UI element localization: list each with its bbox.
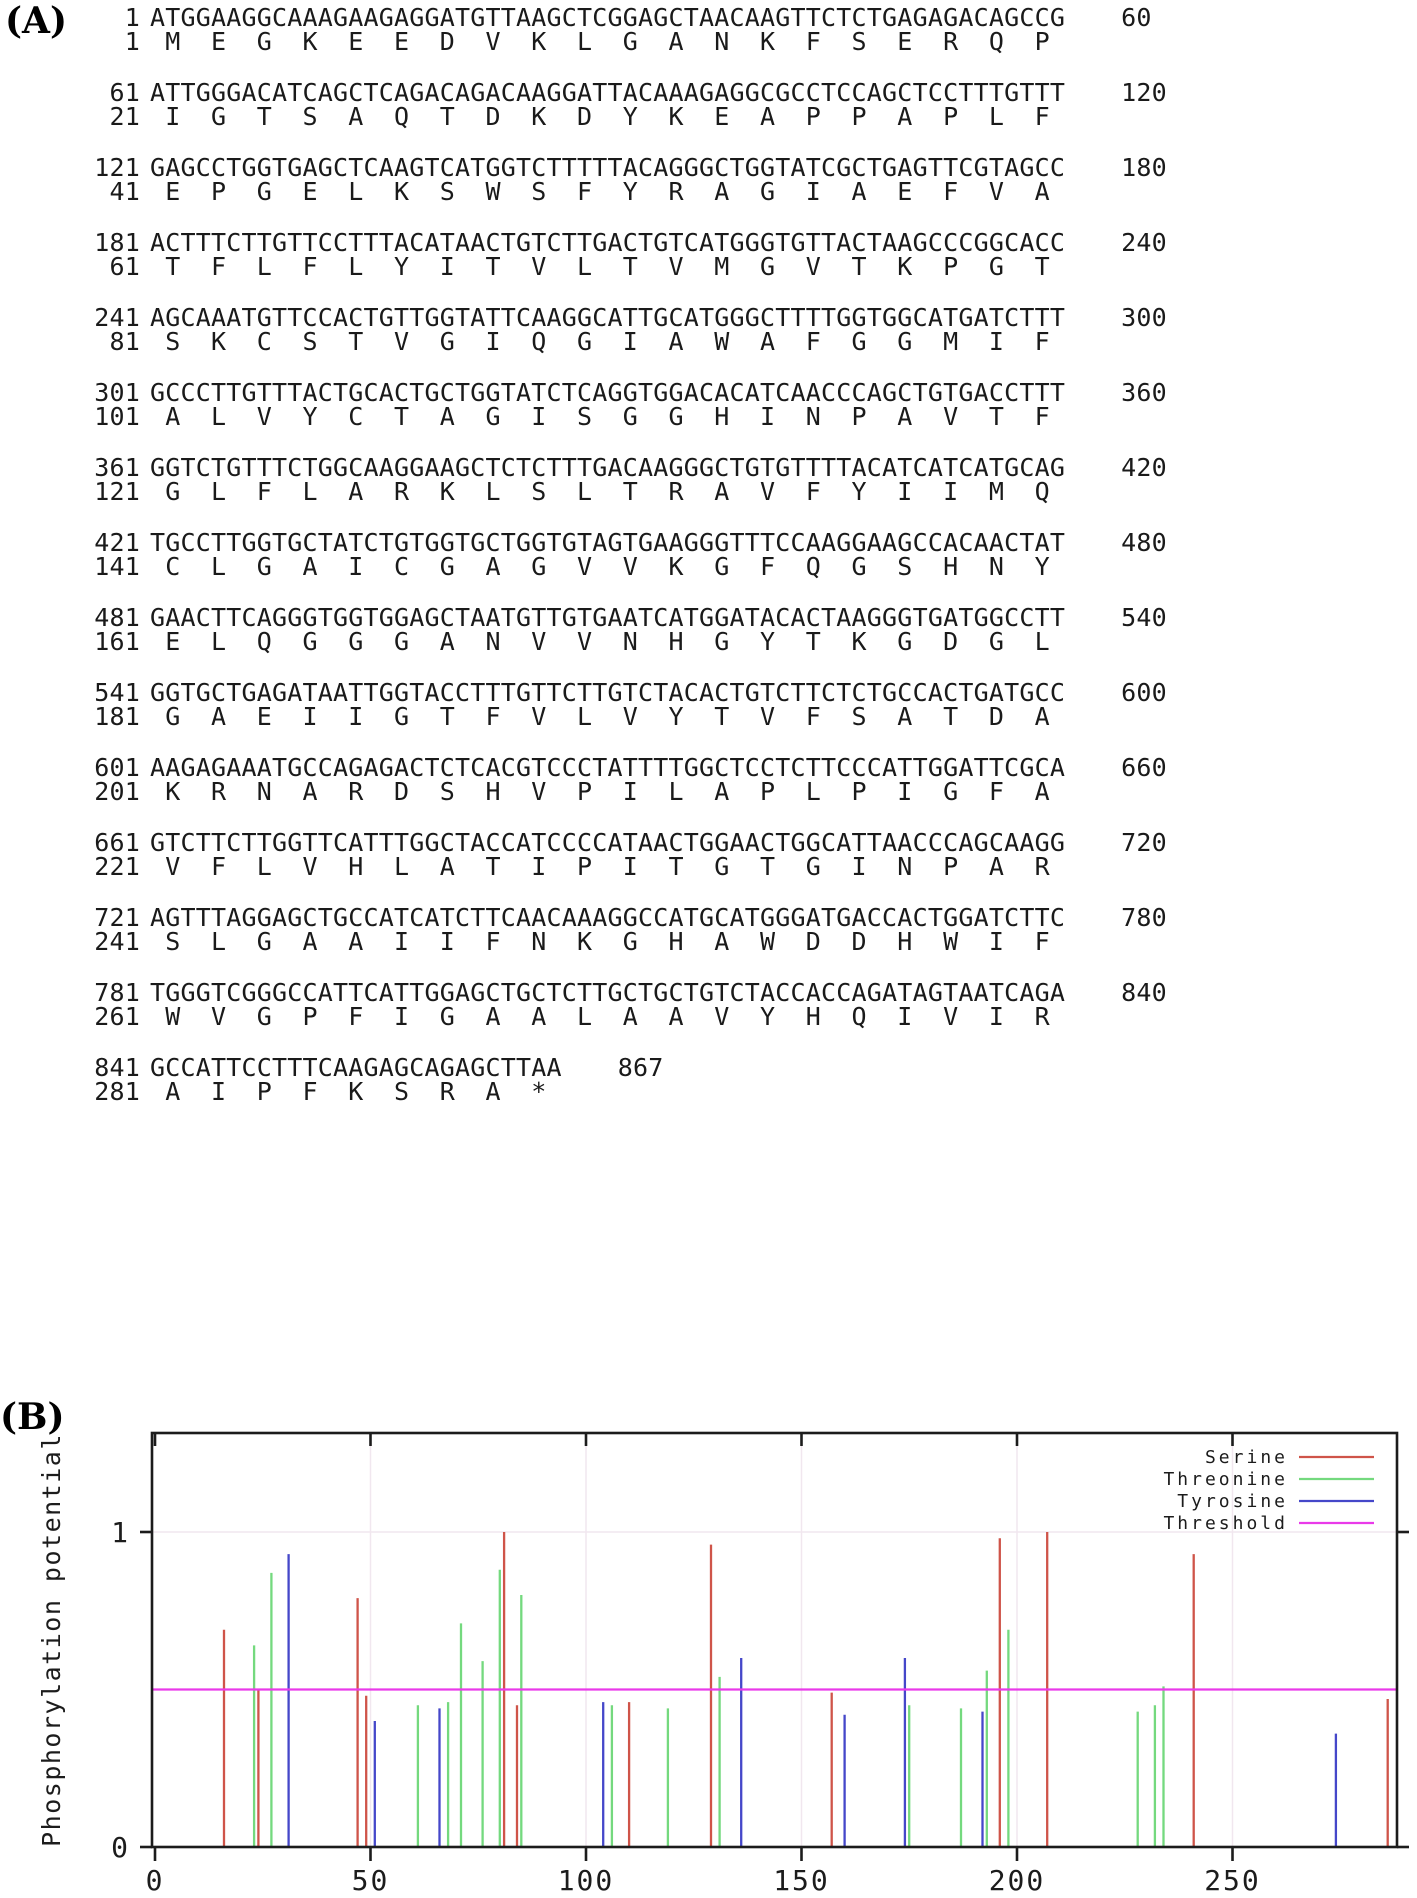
y-tick-label: 0 [111, 1831, 128, 1864]
protein-line [0, 252, 1417, 281]
amino-acid-sequence: I G T S A Q T D K D Y K E A P P A P L F [150, 102, 1066, 131]
aa-start-number: 241 [94, 927, 140, 956]
sequence-block [0, 528, 1417, 581]
protein-line [0, 27, 1417, 56]
sequence-block [0, 153, 1417, 206]
nt-start-number: 541 [94, 678, 140, 707]
nt-start-number: 361 [94, 453, 140, 482]
nucleotide-sequence: GAACTTCAGGGTGGTGGAGCTAATGTTGTGAATCATGGATACACTAAGGGTGATGGCCTT [150, 603, 1066, 632]
aa-start-number: 121 [94, 477, 140, 506]
amino-acid-sequence: V F L V H L A T I P I T G T G I N P A R [150, 852, 1066, 881]
x-tick-label: 100 [557, 1864, 615, 1897]
nucleotide-sequence: AGCAAATGTTCCACTGTTGGTATTCAAGGCATTGCATGGGCTTTTGGTGGCATGATCTTT [150, 303, 1066, 332]
protein-line [0, 327, 1417, 356]
nucleotide-sequence: GGTCTGTTTCTGGCAAGGAAGCTCTCTTTGACAAGGGCTGTGTTTTACATCATCATGCAG [150, 453, 1066, 482]
nt-end-number: 420 [1121, 453, 1167, 482]
sequence-block [0, 903, 1417, 956]
sequence-block [0, 378, 1417, 431]
panel-b-label: (B) [0, 1396, 65, 1438]
nt-end-number: 180 [1121, 153, 1167, 182]
sequence-block [0, 753, 1417, 806]
sequence-block [0, 828, 1417, 881]
phosphorylation-svg [0, 1395, 1417, 1898]
protein-line [0, 627, 1417, 656]
amino-acid-sequence: K R N A R D S H V P I L A P L P I G F A [150, 777, 1066, 806]
nt-end-number: 540 [1121, 603, 1167, 632]
amino-acid-sequence: S K C S T V G I Q G I A W A F G G M I F [150, 327, 1066, 356]
amino-acid-sequence: A L V Y C T A G I S G G H I N P A V T F [150, 402, 1066, 431]
nt-end-number: 240 [1121, 228, 1167, 257]
nt-end-number: 600 [1121, 678, 1167, 707]
legend-label-threshold: Threshold [1163, 1513, 1288, 1534]
protein-line [0, 402, 1417, 431]
nucleotide-sequence: GCCCTTGTTTACTGCACTGCTGGTATCTCAGGTGGACACATCAACCCAGCTGTGACCTTT [150, 378, 1066, 407]
nt-end-number: 360 [1121, 378, 1167, 407]
nt-start-number: 481 [94, 603, 140, 632]
sequence-block [0, 603, 1417, 656]
aa-start-number: 101 [94, 402, 140, 431]
sequence-block [0, 1053, 1417, 1106]
amino-acid-sequence: W V G P F I G A A L A A V Y H Q I V I R [150, 1002, 1066, 1031]
protein-line [0, 852, 1417, 881]
nt-end-number: 120 [1121, 78, 1167, 107]
nucleotide-sequence: GAGCCTGGTGAGCTCAAGTCATGGTCTTTTTACAGGGCTGGTATCGCTGAGTTCGTAGCC [150, 153, 1066, 182]
x-tick-label: 200 [988, 1864, 1046, 1897]
aa-start-number: 281 [94, 1077, 140, 1106]
nt-end-number: 300 [1121, 303, 1167, 332]
amino-acid-sequence: C L G A I C G A G V V K G F Q G S H N Y [150, 552, 1066, 581]
amino-acid-sequence: E L Q G G G A N V V N H G Y T K G D G L [150, 627, 1066, 656]
y-axis-label: Phosphorylation potential [37, 1433, 66, 1847]
nt-start-number: 61 [109, 78, 140, 107]
nucleotide-sequence: GCCATTCCTTTCAAGAGCAGAGCTTAA [150, 1053, 562, 1082]
amino-acid-sequence: E P G E L K S W S F Y R A G I A E F V A [150, 177, 1066, 206]
x-tick-label: 50 [351, 1864, 390, 1897]
legend-label-serine: Serine [1204, 1447, 1288, 1468]
protein-line [0, 1077, 1417, 1106]
aa-start-number: 21 [109, 102, 140, 131]
amino-acid-sequence: G A E I I G T F V L V Y T V F S A T D A [150, 702, 1066, 731]
sequence-block [0, 78, 1417, 131]
sequence-block [0, 678, 1417, 731]
protein-line [0, 702, 1417, 731]
protein-line [0, 777, 1417, 806]
sequence-block [0, 303, 1417, 356]
phosphorylation-chart [0, 1395, 1417, 1898]
aa-start-number: 161 [94, 627, 140, 656]
amino-acid-sequence: G L F L A R K L S L T R A V F Y I I M Q [150, 477, 1066, 506]
panel-a-label: (A) [5, 0, 67, 42]
nt-end-number: 480 [1121, 528, 1167, 557]
aa-start-number: 201 [94, 777, 140, 806]
nt-start-number: 121 [94, 153, 140, 182]
aa-start-number: 1 [124, 27, 140, 56]
panel-b-phosphorylation-plot [0, 1395, 1417, 1898]
nt-start-number: 841 [94, 1053, 140, 1082]
nucleotide-sequence: AAGAGAAATGCCAGAGACTCTCACGTCCCTATTTTGGCTCCTCTTCCCATTGGATTCGCA [150, 753, 1066, 782]
amino-acid-sequence: T F L F L Y I T V L T V M G V T K P G T [150, 252, 1066, 281]
tyrosine-spikes [289, 1554, 1336, 1847]
sequence-block [0, 228, 1417, 281]
protein-line [0, 1002, 1417, 1031]
y-tick-label: 1 [111, 1516, 128, 1549]
sequence-block [0, 3, 1417, 56]
nt-end-number: 720 [1121, 828, 1167, 857]
aa-start-number: 221 [94, 852, 140, 881]
nucleotide-sequence: TGCCTTGGTGCTATCTGTGGTGCTGGTGTAGTGAAGGGTTTCCAAGGAAGCCACAACTAT [150, 528, 1066, 557]
protein-line [0, 552, 1417, 581]
protein-line [0, 102, 1417, 131]
nt-end-number: 867 [617, 1053, 664, 1082]
aa-start-number: 41 [109, 177, 140, 206]
aa-start-number: 181 [94, 702, 140, 731]
nt-start-number: 241 [94, 303, 140, 332]
nt-start-number: 781 [94, 978, 140, 1007]
nucleotide-sequence: GTCTTCTTGGTTCATTTGGCTACCATCCCCATAACTGGAACTGGCATTAACCCAGCAAGG [150, 828, 1066, 857]
panel-a-sequence-alignment [0, 3, 1417, 1131]
legend-label-threonine: Threonine [1163, 1469, 1288, 1490]
aa-start-number: 61 [109, 252, 140, 281]
nt-end-number: 780 [1121, 903, 1167, 932]
nucleotide-sequence: AGTTTAGGAGCTGCCATCATCTTCAACAAAGGCCATGCATGGGATGACCACTGGATCTTC [150, 903, 1066, 932]
nt-start-number: 181 [94, 228, 140, 257]
aa-start-number: 141 [94, 552, 140, 581]
nt-start-number: 301 [94, 378, 140, 407]
chart-legend [1163, 1447, 1374, 1534]
nt-end-number: 840 [1121, 978, 1167, 1007]
amino-acid-sequence: A I P F K S R A * [150, 1077, 562, 1106]
sequence-block [0, 978, 1417, 1031]
nt-start-number: 721 [94, 903, 140, 932]
amino-acid-sequence: M E G K E E D V K L G A N K F S E R Q P [150, 27, 1066, 56]
nt-end-number: 60 [1121, 3, 1152, 32]
nucleotide-sequence: ATGGAAGGCAAAGAAGAGGATGTTAAGCTCGGAGCTAACAAGTTCTCTGAGAGACAGCCG [150, 3, 1066, 32]
legend-label-tyrosine: Tyrosine [1177, 1491, 1288, 1512]
aa-start-number: 261 [94, 1002, 140, 1031]
x-tick-label: 0 [145, 1864, 165, 1897]
sequence-block [0, 453, 1417, 506]
nt-end-number: 660 [1121, 753, 1167, 782]
x-tick-label: 150 [773, 1864, 830, 1897]
x-axis-ticks [146, 1433, 1261, 1897]
nucleotide-sequence: TGGGTCGGGCCATTCATTGGAGCTGCTCTTGCTGCTGTCTACCACCAGATAGTAATCAGA [150, 978, 1066, 1007]
nt-start-number: 1 [124, 3, 140, 32]
protein-line [0, 477, 1417, 506]
nucleotide-sequence: GGTGCTGAGATAATTGGTACCTTTGTTCTTGTCTACACTGTCTTCTCTGCCACTGATGCC [150, 678, 1066, 707]
nt-start-number: 421 [94, 528, 140, 557]
threonine-spikes [254, 1570, 1163, 1847]
protein-line [0, 177, 1417, 206]
nt-start-number: 661 [94, 828, 140, 857]
protein-line [0, 927, 1417, 956]
amino-acid-sequence: S L G A A I I F N K G H A W D D H W I F [150, 927, 1066, 956]
nt-start-number: 601 [94, 753, 140, 782]
x-tick-label: 250 [1204, 1864, 1261, 1897]
nucleotide-sequence: ACTTTCTTGTTCCTTTACATAACTGTCTTGACTGTCATGGGTGTTACTAAGCCCGGCACC [150, 228, 1066, 257]
aa-start-number: 81 [109, 327, 140, 356]
nucleotide-sequence: ATTGGGACATCAGCTCAGACAGACAAGGATTACAAAGAGGCGCCTCCAGCTCCTTTGTTT [150, 78, 1066, 107]
